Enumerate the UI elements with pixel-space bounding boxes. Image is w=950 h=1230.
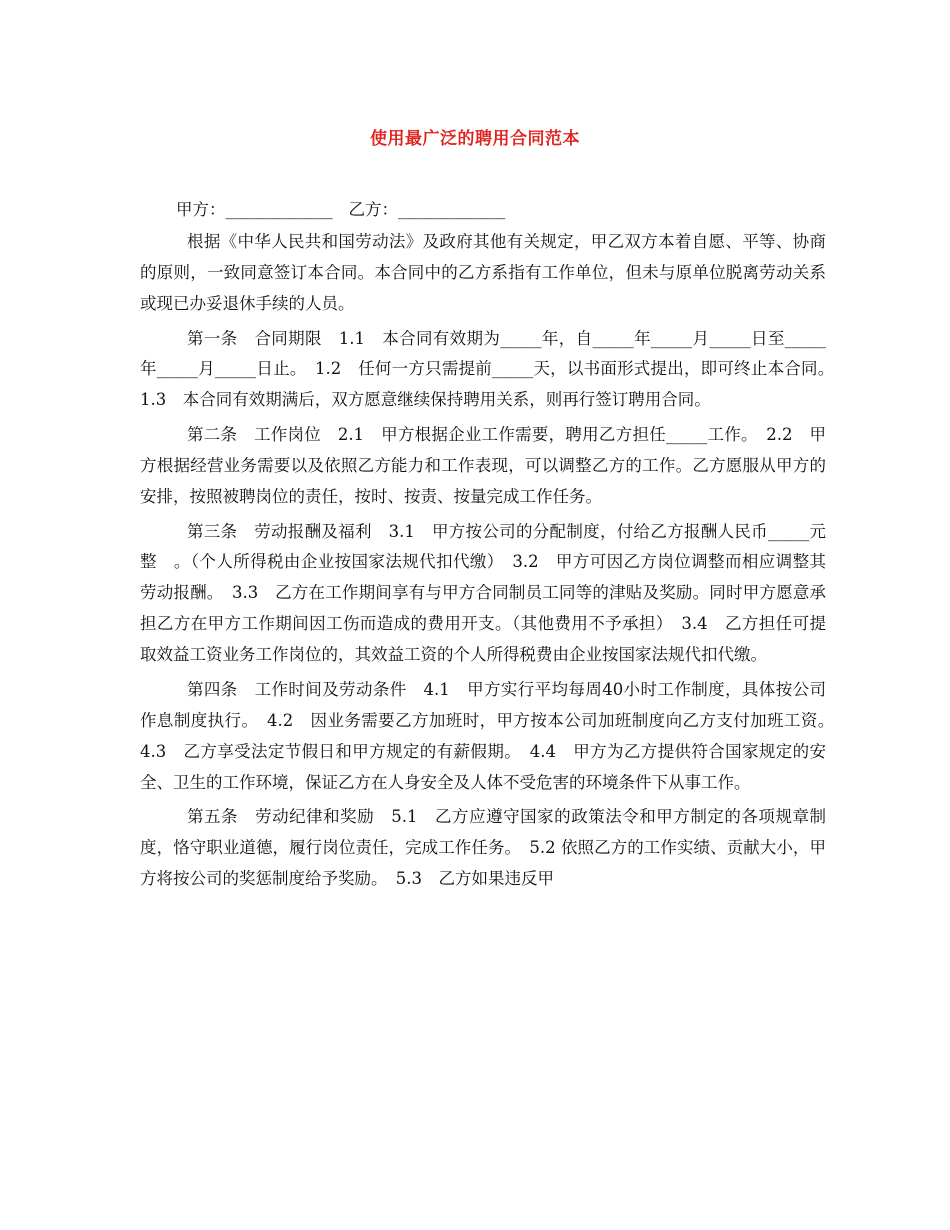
parties-line: 甲方：_____________ 乙方：_____________ bbox=[176, 200, 506, 219]
article-4-working-hours: 第四条 工作时间及劳动条件 4.1 甲方实行平均每周40小时工作制度，具体按公司作息制度执行。 4.2 因业务需要乙方加班时，甲方按本公司加班制度向乙方支付加班工资。 4.3 乙方享受法定节假日和甲方规定的有薪假期。 4.4 甲方为乙方提供符合国家规定的安全、卫生的工作环境，保证乙方在人身安全及人体不受危害的环境条件下从事工作。 bbox=[140, 679, 843, 792]
article-2-job-position: 第二条 工作岗位 2.1 甲方根据企业工作需要，聘用乙方担任_____工作。 2.2 甲方根据经营业务需要以及依照乙方能力和工作表现，可以调整乙方的工作。乙方愿服从甲方的安排，按照被聘岗位的责任，按时、按责、按量完成工作任务。 bbox=[140, 425, 826, 506]
article-1-contract-term: 第一条 合同期限 1.1 本合同有效期为_____年，自_____年_____月_____日至_____年_____月_____日止。 1.2 任何一方只需提前_____天，以书面形式提出，即可终止本合同。 1.3 本合同有效期满后，双方愿意继续保持聘用关系，则再行签订聘用合同。 bbox=[140, 328, 843, 410]
document-body bbox=[140, 227, 843, 899]
article-3-compensation: 第三条 劳动报酬及福利 3.1 甲方按公司的分配制度，付给乙方报酬人民币_____元整 。（个人所得税由企业按国家法规代扣代缴） 3.2 甲方可因乙方岗位调整而相应调整其劳动报酬。 3.3 乙方在工作期间享有与甲方合同制员工同等的津贴及奖励。同时甲方愿意承担乙方在甲方工作期间因工伤而造成的费用开支。（其他费用不予承担） 3.4 乙方担任可提取效益工资业务工作岗位的，其效益工资的个人所得税费由企业按国家法规代扣代缴。 bbox=[140, 521, 826, 665]
preamble-paragraph: 根据《中华人民共和国劳动法》及政府其他有关规定，甲乙双方本着自愿、平等、协商的原则，一致同意签订本合同。本合同中的乙方系指有工作单位，但未与原单位脱离劳动关系或现已办妥退休手续的人员。 bbox=[140, 232, 826, 313]
document-title: 使用最广泛的聘用合同范本 bbox=[370, 129, 580, 149]
article-5-discipline: 第五条 劳动纪律和奖励 5.1 乙方应遵守国家的政策法令和甲方制定的各项规章制度，恪守职业道德，履行岗位责任，完成工作任务。 5.2 依照乙方的工作实绩、贡献大小，甲方将按公司的奖惩制度给予奖励。 5.3 乙方如果违反甲 bbox=[140, 807, 826, 889]
